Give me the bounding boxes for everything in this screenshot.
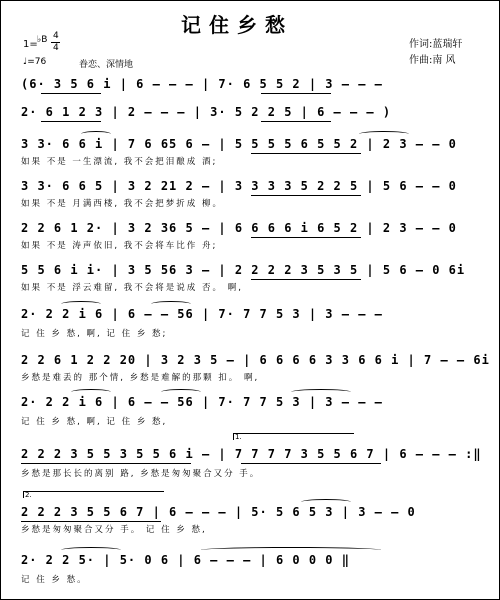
slur-mark <box>151 301 191 307</box>
beam-underline <box>41 93 101 94</box>
time-signature-top: 4 <box>53 31 59 41</box>
lyrics-line-9: 记 住 乡 愁, 啊, 记 住 乡 愁, <box>21 417 168 427</box>
lyrics-line-4: 如果 不是 月满西楼, 我不会把梦折成 柳。 <box>21 199 224 209</box>
first-ending-bracket <box>233 433 354 440</box>
slur-mark <box>161 389 201 395</box>
beam-underline <box>251 153 361 154</box>
lyricist-credit: 作词:蓝瑞轩 <box>409 39 463 50</box>
lyrics-line-11: 乡愁是匆匆聚合又分 手。 记 住 乡 愁, <box>21 525 207 535</box>
first-ending-label: 1. <box>235 433 242 441</box>
notation-line-12: 2· 2 2 5· | 5· 0 6 | 6 – – – | 6 0 0 0 ‖ <box>21 553 350 567</box>
notation-line-5: 2 2 6 1 2· | 3 2 36 5 – | 6 6 6 6 i 6 5 2 | 2 3 – – 0 <box>21 221 457 235</box>
composer-credit: 作曲:南 风 <box>409 55 456 66</box>
notation-line-6: 5 5 6 i i· | 3 5 56 3 – | 2 2 2 2 3 5 3 5 | 5 6 – 0 6i <box>21 263 466 277</box>
time-signature-bottom: 4 <box>53 43 59 53</box>
slur-mark <box>81 131 111 137</box>
beam-underline <box>21 521 161 522</box>
notation-line-2: 2· 6 1 2 3 | 2 – – – | 3· 5 2 2 5 | 6 – – – ) <box>21 105 392 119</box>
beam-underline <box>21 463 191 464</box>
notation-line-4: 3 3· 6 6 5 | 3 2 21 2 – | 3 3 3 3 5 2 2 5 | 5 6 – – 0 <box>21 179 457 193</box>
key-label: 1= <box>23 39 38 50</box>
key-signature: ♭B <box>37 35 48 45</box>
lyrics-line-10: 乡愁是那长长的离别 路, 乡愁是匆匆聚合又分 手。 <box>21 469 261 479</box>
beam-underline <box>251 279 361 280</box>
notation-line-7: 2· 2 2 i 6 | 6 – – 56 | 7· 7 7 5 3 | 3 – – – <box>21 307 383 321</box>
second-ending-bracket <box>23 491 164 498</box>
notation-line-9: 2· 2 2 i 6 | 6 – – 56 | 7· 7 7 5 3 | 3 – – – <box>21 395 383 409</box>
second-ending-label: 2. <box>25 491 32 499</box>
lyrics-line-5: 如果 不是 涛声依旧, 我不会将车比作 舟; <box>21 241 218 251</box>
lyrics-line-7: 记 住 乡 愁, 啊, 记 住 乡 愁; <box>21 329 168 339</box>
expression-marking: 眷恋、深情地 <box>79 60 134 70</box>
notation-line-10: 2 2 2 3 5 5 3 5 5 6 i – | 7 7 7 7 3 5 5 6 7 | 6 – – – :‖ <box>21 447 482 461</box>
notation-line-1: (6· 3 5 6 i | 6 – – – | 7· 6 5 5 2 | 3 – – – <box>21 77 383 91</box>
slur-mark <box>71 389 111 395</box>
lyrics-line-8: 乡愁是难丢的 那个情, 乡愁是难解的那颗 扣。 啊, <box>21 373 260 383</box>
notation-line-3: 3 3· 6 6 i | 7 6 65 6 – | 5 5 5 5 6 5 5 2 | 2 3 – – 0 <box>21 137 457 151</box>
beam-underline <box>261 93 331 94</box>
beam-underline <box>251 237 361 238</box>
slur-mark <box>61 301 101 307</box>
lyrics-line-12: 记 住 乡 愁。 <box>21 575 88 585</box>
notation-line-8: 2 2 6 1 2 2 20 | 3 2 3 5 – | 6 6 6 6 3 3 6 6 i | 7 – – 6i <box>21 353 490 367</box>
slur-mark <box>301 499 351 505</box>
beam-underline <box>241 463 381 464</box>
beam-underline <box>261 121 331 122</box>
song-title: 记住乡愁 <box>181 13 293 37</box>
beam-underline <box>41 121 101 122</box>
slur-mark <box>359 131 409 137</box>
slur-mark <box>201 547 381 553</box>
notation-line-11: 2 2 2 3 5 5 6 7 | 6 – – – | 5· 5 6 5 3 | 3 – – 0 <box>21 505 416 519</box>
lyrics-line-6: 如果 不是 浮云难留, 我不会将是说成 否。 啊, <box>21 283 243 293</box>
slur-mark <box>61 547 121 553</box>
tempo-marking: ♩=76 <box>23 57 47 67</box>
lyrics-line-3: 如果 不是 一生漂流, 我不会把泪酿成 酒; <box>21 157 218 167</box>
slur-mark <box>291 389 351 395</box>
beam-underline <box>251 195 361 196</box>
